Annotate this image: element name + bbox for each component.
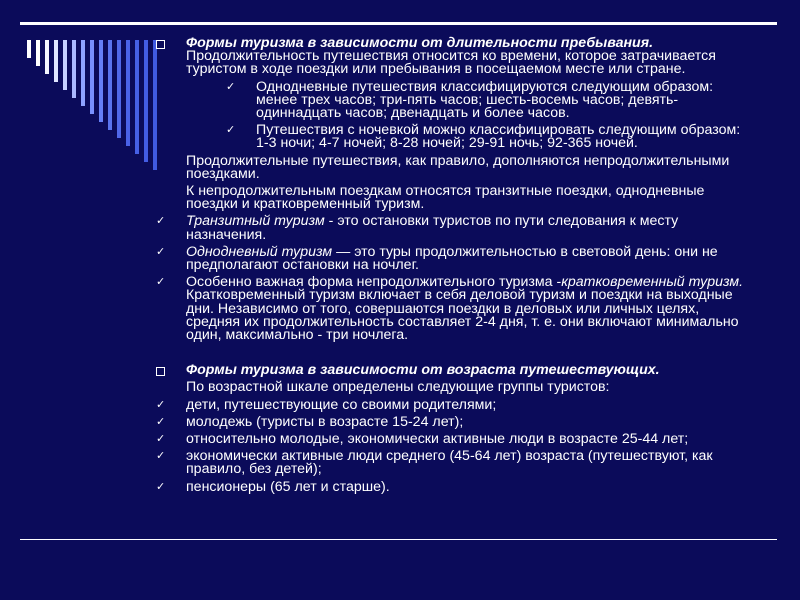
paragraph-text: Продолжительность путешествия относится ко времени, которое затрачивается туристом в ходе поездки или пребывания в посещаемом месте или стране. [186,48,716,78]
bullet-paragraph [156,364,756,377]
paragraph-text: — это туры продолжительностью в световой день: они не предполагают остановки на ночлег. [186,243,718,274]
paragraph-text: Особенно важная форма непродолжительного туризма - [186,274,562,291]
decorative-bar [72,40,76,98]
checkmark-bullet-icon: ✓ [226,80,236,93]
square-bullet-icon [156,37,176,53]
paragraph-text: Путешествия с ночевкой можно классифицировать следующим образом: 1-3 ночи; 4-7 ночей; 8-28 ночей; 29-91 ночь; 92-365 ночей. [256,122,741,152]
decorative-bar [144,40,148,162]
bullet-paragraph [156,413,756,430]
paragraph-text: Формы туризма в зависимости от длительности пребывания. [186,35,654,51]
paragraph-text: Однодневный туризм [186,243,333,260]
paragraph-text: К непродолжительным поездкам относятся транзитные поездки, однодневные поездки и кратковременный туризм. [186,183,705,213]
bullet-paragraph [156,433,756,446]
decorative-bar [81,40,85,106]
bullet-paragraph [156,124,756,150]
bullet-paragraph [156,396,756,413]
slide-content [156,37,756,498]
paragraph-text: дети, путешествующие со своими родителями; [186,396,497,413]
paragraph-text: - это остановки туристов по пути следования к месту назначения. [186,213,679,243]
paragraph-text: По возрастной шкале определены следующие группы туристов: [186,379,610,396]
paragraph-text: Однодневные путешествия классифицируются следующим образом: менее трех часов; три-пять часов; шесть-восемь часов; девять-одиннадцать часов; двенадцать и более часов. [256,78,714,122]
bullet-paragraph [156,215,756,241]
checkmark-bullet-icon: ✓ [156,245,166,258]
checkmark-bullet-icon: ✓ [156,433,166,446]
decorative-bar [117,40,121,138]
square-bullet-icon [156,364,176,380]
decorative-bar [54,40,58,82]
bullet-paragraph [156,152,756,182]
paragraph-text: кратковременный туризм. [561,274,744,291]
paragraph-text: Формы туризма в зависимости от возраста путешествующих. [186,362,660,379]
paragraph-text: Продолжительные путешествия, как правило, дополняются непродолжительными поездками. [186,152,730,182]
paragraph-text: молодежь (туристы в возрасте 15-24 лет); [186,413,464,430]
bullet-paragraph [156,381,756,394]
checkmark-bullet-icon: ✓ [226,124,236,137]
checkmark-bullet-icon: ✓ [156,450,166,463]
bullet-paragraph [156,478,756,495]
checkmark-bullet-icon: ✓ [156,415,166,428]
paragraph-text: пенсионеры (65 лет и старше). [186,478,390,495]
paragraph-text: Транзитный туризм [186,213,325,230]
checkmark-bullet-icon: ✓ [156,480,166,493]
decorative-bar [27,40,31,58]
checkmark-bullet-icon: ✓ [156,398,166,411]
bullet-paragraph [156,276,756,342]
decorative-bar [36,40,40,66]
bullet-paragraph [156,243,756,274]
bullet-paragraph [156,78,756,122]
paragraph-text: Кратковременный туризм включает в себя деловой туризм и поездки на выходные дни. Независимо от того, совершаются поездки в деловых или личных целях, средняя их продолжительность составляет 2-4 дня, т. е. они включают минимально один, максимально - три ночлега. [186,287,739,344]
bullet-paragraph [156,450,756,476]
bullet-paragraph [156,37,756,77]
paragraph-text: экономически активные люди среднего (45-64 лет) возраста (путешествуют, как правило, без детей); [186,448,713,478]
decorative-bar [99,40,103,122]
decorative-bar [126,40,130,146]
decorative-bar [90,40,94,114]
decorative-bar [108,40,112,130]
checkmark-bullet-icon: ✓ [156,215,166,228]
decorative-bar [135,40,139,154]
checkmark-bullet-icon: ✓ [156,276,166,289]
decorative-bar [45,40,49,74]
decorative-bar [63,40,67,90]
bullet-paragraph [156,185,756,211]
paragraph-text: относительно молодые, экономически активные люди в возрасте 25-44 лет; [186,431,689,448]
bottom-rule [20,539,777,540]
top-rule [20,22,777,25]
